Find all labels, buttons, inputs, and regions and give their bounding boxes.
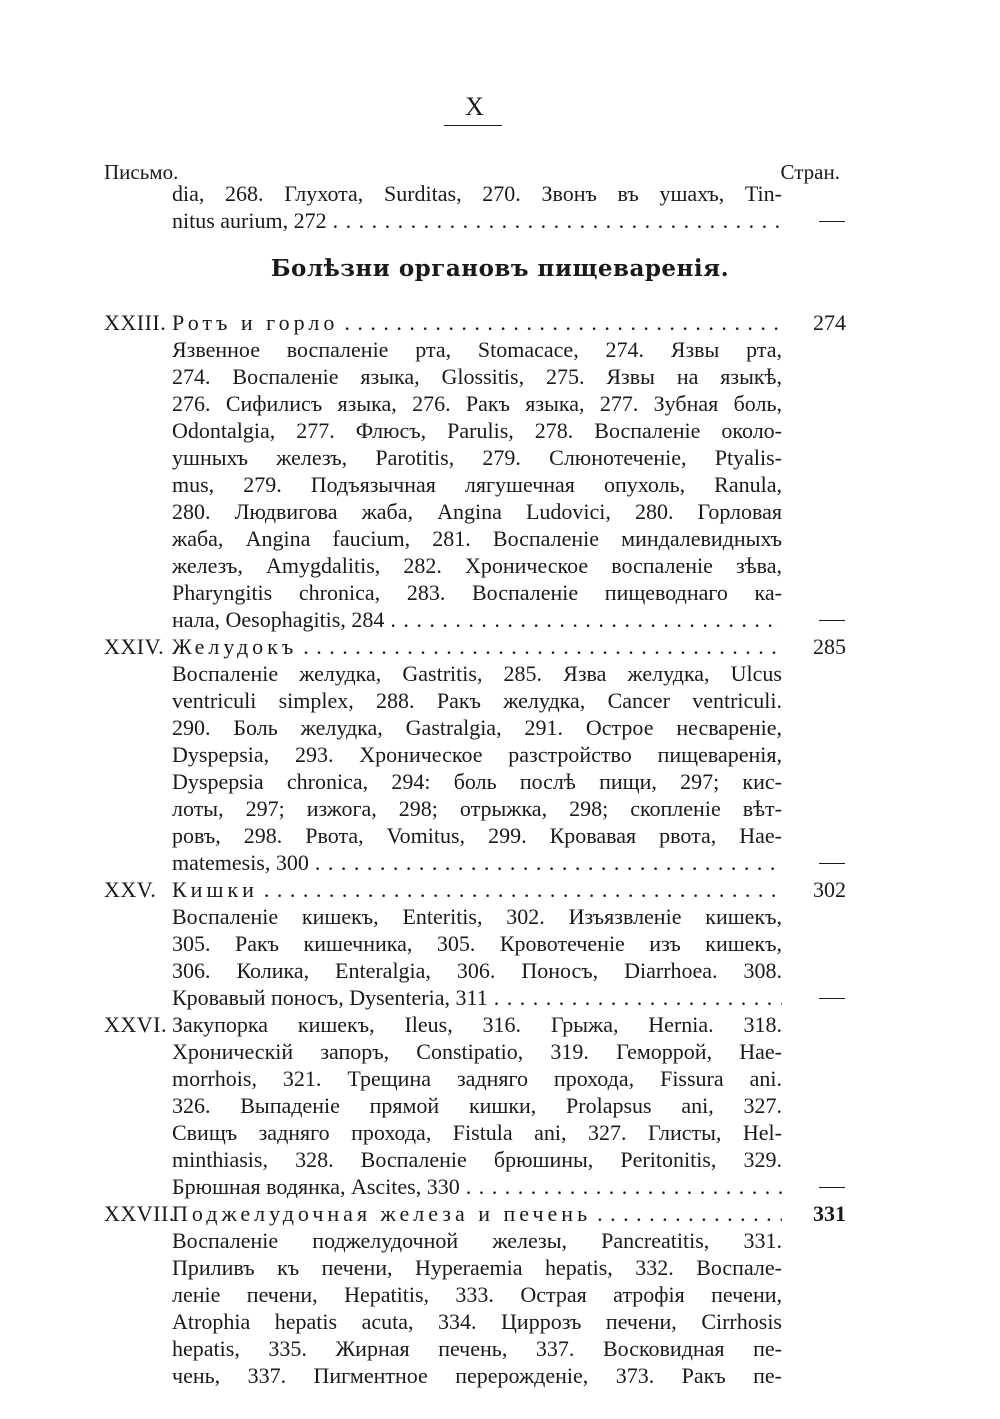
entry-line: Приливъ къ печени, Hyperaemia hepatis, 332. Воспале- xyxy=(172,1255,782,1280)
chapter-title: Поджелудочная железа и печень xyxy=(172,1201,592,1226)
chapter-page-ref: 302 xyxy=(813,877,846,902)
entry-line: ventriculi simplex, 288. Ракъ желудка, Cancer ventriculi. xyxy=(172,688,782,713)
chapter-numeral: XXIV. xyxy=(104,634,165,659)
ditto-dash xyxy=(819,221,845,222)
chapter-page-ref: 331 xyxy=(813,1201,846,1226)
chapter-numeral: XXVI. xyxy=(104,1012,167,1037)
entry-line: железъ, Amygdalitis, 282. Хроническое воспаленіе зѣва, xyxy=(172,553,782,578)
entry-line: Язвенное воспаленіе рта, Stomacace, 274. Язвы рта, xyxy=(172,337,782,362)
entry-line: Хроническій запоръ, Constipatio, 319. Геморрой, Hae- xyxy=(172,1039,782,1064)
dot-leader xyxy=(333,207,782,234)
entry-line: morrhois, 321. Трещина задняго прохода, Fissura ani. xyxy=(172,1066,782,1091)
continuation-line: dia, 268. Глухота, Surditas, 270. Звонъ въ ушахъ, Tin- xyxy=(172,181,782,206)
ditto-dash xyxy=(819,620,845,621)
entry-line: Воспаленіе кишекъ, Enteritis, 302. Изъязвленіе кишекъ, xyxy=(172,904,782,929)
entry-line: леніе печени, Hepatitis, 333. Острая атрофія печени, xyxy=(172,1282,782,1307)
entry-line: 276. Сифилисъ языка, 276. Ракъ языка, 277. Зубная боль, xyxy=(172,391,782,416)
entry-line: 306. Колика, Enteralgia, 306. Поносъ, Diarrhoea. 308. xyxy=(172,958,782,983)
entry-line-leader: нала, Oesophagitis, 284 . . . xyxy=(172,606,782,633)
chapter-title: Желудокъ xyxy=(172,634,298,659)
entry-line: hepatis, 335. Жирная печень, 337. Восковидная пе- xyxy=(172,1336,782,1361)
entry-line: ровъ, 298. Рвота, Vomitus, 299. Кровавая рвота, Hae- xyxy=(172,823,782,848)
entry-line: чень, 337. Пигментное перерожденіе, 373. Ракъ пе- xyxy=(172,1363,782,1388)
entry-line: 326. Выпаденіе прямой кишки, Prolapsus ani, 327. xyxy=(172,1093,782,1118)
chapter-numeral: XXVII. xyxy=(104,1201,175,1226)
chapter-title-line xyxy=(172,876,782,903)
ditto-dash xyxy=(819,863,845,864)
entry-line-leader: Брюшная водянка, Ascites, 330 . . . xyxy=(172,1173,782,1200)
column-header-letter: Письмо. xyxy=(104,160,179,184)
entry-line: 274. Воспаленіе языка, Glossitis, 275. Язвы на языкѣ, xyxy=(172,364,782,389)
entry-line: жаба, Angina faucium, 281. Воспаленіе миндалевидныхъ xyxy=(172,526,782,551)
chapter-numeral: XXIII. xyxy=(104,310,167,335)
column-header-page: Стран. xyxy=(780,160,840,184)
dot-leader xyxy=(303,633,782,660)
page-number: X xyxy=(465,92,485,121)
chapter-page-ref: 274 xyxy=(813,310,846,335)
dot-leader xyxy=(344,309,782,336)
entry-line: Dyspepsia chronica, 294: боль послѣ пищи, 297; кис- xyxy=(172,769,782,794)
entry-line: 305. Ракъ кишечника, 305. Кровотеченіе изъ кишекъ, xyxy=(172,931,782,956)
chapter-title: Кишки xyxy=(172,877,258,902)
entry-line: minthiasis, 328. Воспаленіе брюшины, Peritonitis, 329. xyxy=(172,1147,782,1172)
entry-line: Dyspepsia, 293. Хроническое разстройство пищеваренія, xyxy=(172,742,782,767)
entry-line: лоты, 297; изжога, 298; отрыжка, 298; скопленіе вѣт- xyxy=(172,796,782,821)
ditto-dash xyxy=(819,998,845,999)
continuation-line-leader: nitus aurium, 272 . . . xyxy=(172,207,782,234)
entry-line: 280. Людвигова жаба, Angina Ludovici, 280. Горловая xyxy=(172,499,782,524)
section-heading: Болѣзни органовъ пищеваренія. xyxy=(270,255,730,282)
dot-leader xyxy=(264,876,782,903)
entry-line: ушныхъ железъ, Parotitis, 279. Слюнотеченіе, Ptyalis- xyxy=(172,445,782,470)
chapter-title-line xyxy=(172,633,782,660)
entry-line: Закупорка кишекъ, Ileus, 316. Грыжа, Hernia. 318. xyxy=(172,1012,782,1037)
entry-line: mus, 279. Подъязычная лягушечная опухоль, Ranula, xyxy=(172,472,782,497)
page-number-underline xyxy=(444,125,502,126)
chapter-numeral: XXV. xyxy=(104,877,157,902)
entry-line: Воспаленіе поджелудочной железы, Pancreatitis, 331. xyxy=(172,1228,782,1253)
entry-line: Воспаленіе желудка, Gastritis, 285. Язва желудка, Ulcus xyxy=(172,661,782,686)
dot-leader xyxy=(466,1173,782,1200)
dot-leader xyxy=(494,984,782,1011)
entry-line: Odontalgia, 277. Флюсъ, Parulis, 278. Воспаленіе около- xyxy=(172,418,782,443)
chapter-page-ref: 285 xyxy=(813,634,846,659)
ditto-dash xyxy=(819,1187,845,1188)
entry-line-leader: Кровавый поносъ, Dysenteria, 311 . . . xyxy=(172,984,782,1011)
entry-line: Atrophia hepatis acuta, 334. Циррозъ печени, Cirrhosis xyxy=(172,1309,782,1334)
entry-line: Свищъ задняго прохода, Fistula ani, 327. Глисты, Hel- xyxy=(172,1120,782,1145)
dot-leader xyxy=(390,606,782,633)
dot-leader xyxy=(315,849,782,876)
entry-line-leader: matemesis, 300 . . . xyxy=(172,849,782,876)
entry-line: 290. Боль желудка, Gastralgia, 291. Острое несвареніе, xyxy=(172,715,782,740)
chapter-title-line xyxy=(172,1200,782,1227)
chapter-title: Ротъ и горло xyxy=(172,310,339,335)
chapter-title-line xyxy=(172,309,782,336)
entry-line: Pharyngitis chronica, 283. Воспаленіе пищеводнаго ка- xyxy=(172,580,782,605)
dot-leader xyxy=(597,1200,782,1227)
